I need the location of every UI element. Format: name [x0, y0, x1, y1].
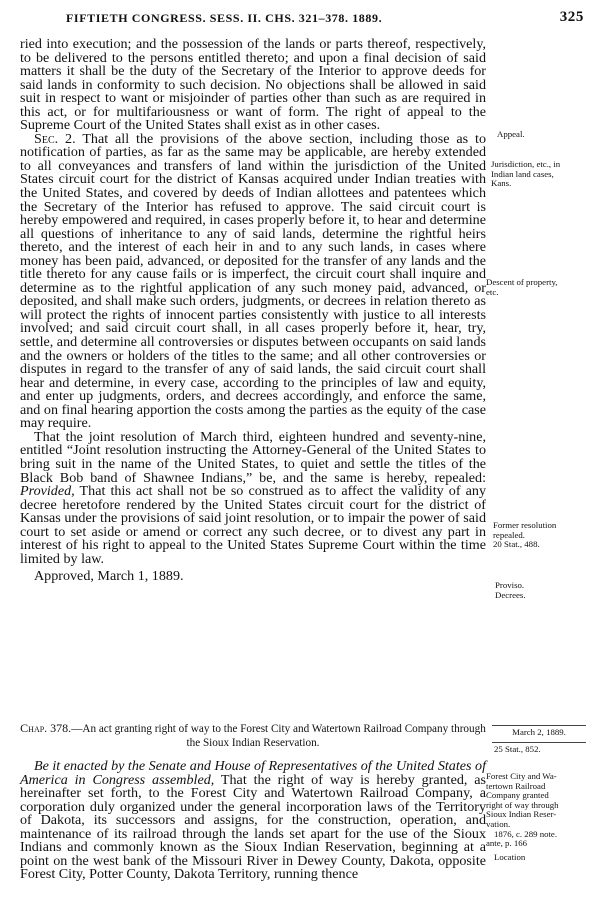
- running-header: [20, 9, 586, 27]
- section-label: Sec. 2.: [34, 130, 76, 147]
- running-head: FIFTIETH CONGRESS. SESS. II. CHS. 321–378. 1889.: [66, 11, 383, 25]
- chapter-number: Chap. 378.: [20, 721, 72, 735]
- approval-line: Approved, March 1, 1889.: [34, 568, 184, 585]
- paragraph-continuation: ried into execution; and the possession of the lands or parts thereof, respectively, to be delivered to the persons entitled thereto; and upon a final decision of said matters it shall be the duty of the Secretary of the Interior to approve deeds for said lands in conformity to such decision. No objections shall be allowed in said suit in respect to want or misjoinder of parties other than such as are required in this act, or for multifariousness or want of form. The right of appeal to the Supreme Court of the United States shall exist as in other cases.: [20, 36, 486, 134]
- chapter-title: —An act granting right of way to the Forest City and Watertown Railroad Company through the Sioux Indian Reservation.: [71, 723, 486, 749]
- margin-note-former-resolution: Former resolution repealed. 20 Stat., 488.: [493, 520, 557, 550]
- margin-note-jurisdiction: Jurisdiction, etc., in Indian land cases, Kans.: [491, 159, 561, 189]
- section-2-text: That all the provisions of the above section, including those as to notification of parties, as far as the same may be applicable, are hereby extended to all conveyances and transfers of land within the jurisdiction of the United States circuit court for the district of Kansas acquired under Indian treaties with the United States, and covered by deeds of Indian allottees and patentees which the Secretary of the Interior has refused to approve. The said circuit court is hereby empowered and required, in cases properly before it, to hear and determine all questions of inheritance to any of said lands, determine the rightful heirs thereto, and the interest of each heir in and to any such lands, in cases where money has been paid, advanced, or deposited for the transfer of any lands and the title thereto for any cause fails or is imperfect, the circuit court shall inquire and determine as to the rightful application of any such money paid, advanced, or deposited, and shall make such orders, judgments, or decrees in relation thereto as will protect the rights of innocent parties consistently with justice to all interests involved; and said circuit court shall, in all cases properly before it, hear, try, settle, and determine all controversies or disputes between occupants on said lands and the owners or holders of the titles to the same; and all other controversies or disputes in regard to the transfer of any of said lands, the said circuit court shall hear and determine, in every case, according to the principles of law and equity, and enter up judgments, orders, and decrees accordingly, and enforce the same, and on final hearing apportion the costs among the parties as the equity of the case may require.: [20, 130, 486, 432]
- margin-note-proviso: Proviso. Decrees.: [495, 580, 526, 600]
- proviso-word: Provided,: [20, 483, 75, 500]
- margin-note-descent: Descent of property, etc.: [486, 277, 558, 297]
- chapter-heading: [20, 722, 486, 750]
- repeal-text: That the joint resolution of March third, eighteen hundred and seventy-nine, entitled “Joint resolution instructing the Attorney-General of the United States to bring suit in the name of the United States, to quiet and settle the titles of the Black Bob band of Shawnee Indians,” be, and the same is hereby, repealed:: [20, 428, 486, 486]
- repeal-paragraph: [20, 428, 486, 567]
- margin-note-location: Location: [494, 852, 526, 862]
- margin-note-forest-city: Forest City and Wa- tertown Railroad Company granted right of way through Sioux Indian Reser- vation. 1876, c. 289 note. ante, p. 166: [486, 771, 559, 849]
- margin-note-appeal: Appeal.: [497, 129, 525, 139]
- page-number: 325: [559, 9, 584, 25]
- section-2-paragraph: [20, 130, 486, 432]
- proviso-text: That this act shall not be so construed as to affect the validity of any decree heretofore rendered by the United States circuit court for the district of Kansas under the provisions of said joint resolution, or to impair the power of said court to set aside or amend or correct any such decree, or to divest any part in interest of his right to appeal to the United States Supreme Court within the time limited by law.: [20, 483, 486, 567]
- margin-note-date: March 2, 1889.: [492, 725, 586, 738]
- margin-note-statute: 25 Stat., 852.: [492, 742, 586, 755]
- enacting-clause: Be it enacted by the Senate and House of Representatives of the United States of America in Congress assembled,: [20, 758, 486, 788]
- enacting-body: That the right of way is hereby granted, as hereinafter set forth, to the Forest City and Watertown Railroad Company, a corporation duly organized under the general incorporation laws of the Territory of Dakota, its successors and assigns, for the construction, operation, and maintenance of its railroad through the lands set apart for the use of the Sioux Indians and commonly known as the Sioux Indian Reservation, beginning at a point on the west bank of the Missouri River in Dewey County, Dakota, opposite Forest City, Potter County, Dakota Territory, running thence: [20, 771, 486, 883]
- main-text: [20, 38, 486, 584]
- enacting-paragraph: [20, 760, 486, 882]
- enacting-text: [20, 760, 486, 882]
